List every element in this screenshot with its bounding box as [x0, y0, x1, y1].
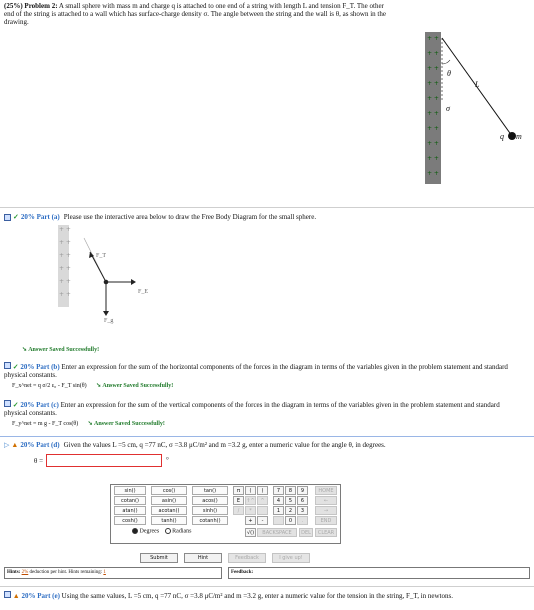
part-d-text: Given the values L =5 cm, q =77 nC, σ =3.8 μC/m² and m =3.2 g, enter a numeric value for the angle θ, in degrees.: [63, 441, 386, 449]
acotan-button[interactable]: acotan(): [151, 506, 187, 515]
part-a-saved: ➘ Answer Saved Successfully!: [22, 347, 100, 353]
key-4[interactable]: 4: [273, 496, 284, 505]
check-icon: ✓: [12, 401, 19, 409]
key-5[interactable]: 5: [285, 496, 296, 505]
hint-button[interactable]: Hint: [184, 553, 222, 563]
plus-sign: + +: [427, 50, 439, 57]
plus-sign: + +: [427, 95, 439, 102]
asin-button[interactable]: asin(): [151, 496, 187, 505]
play-icon: ▷: [4, 441, 10, 449]
sigma-label: σ: [446, 104, 450, 113]
weight-arrowhead: [103, 311, 109, 316]
part-b-answer: F_x^net = q σ/2 ε₀ - F_T sin(θ): [12, 383, 87, 389]
theta-input-label: θ =: [34, 457, 44, 465]
part-b: [4, 362, 514, 379]
plus-sign: + +: [427, 140, 439, 147]
plus-sign: + +: [427, 155, 439, 162]
radians-radio[interactable]: [165, 528, 171, 534]
sphere: [508, 132, 516, 140]
key-left[interactable]: ←: [315, 496, 337, 505]
checkbox-icon[interactable]: [4, 362, 11, 369]
part-a-header: [4, 211, 534, 223]
key-minus[interactable]: -: [257, 516, 268, 525]
key-up-caret[interactable]: ↑^: [246, 498, 255, 504]
part-c: [4, 400, 514, 417]
part-b-text: Enter an expression for the sum of the horizontal components of the forces in the diagram in terms of the variables given in the problem statement and standard physical constants.: [4, 363, 508, 379]
saved-arrow-icon: ➘: [22, 347, 29, 353]
key-8[interactable]: 8: [285, 486, 296, 495]
hints-box: Hints: 2% deduction per hint. Hints remaining: 1: [4, 567, 222, 579]
plus-sign: + +: [427, 170, 439, 177]
degrees-radio[interactable]: [132, 528, 138, 534]
hint-percent: 2%: [21, 570, 29, 575]
part-d-label: 20% Part (d): [20, 441, 60, 449]
part-c-answer-row: F_y^net = m g - F_T cos(θ) ➘ Answer Saved Successfully!: [12, 421, 165, 427]
key-3[interactable]: 3: [297, 506, 308, 515]
string-diagram: [420, 30, 530, 190]
key-clear[interactable]: CLEAR: [315, 528, 337, 537]
submit-button[interactable]: Submit: [140, 553, 178, 563]
plus-sign: + +: [427, 110, 439, 117]
plus-sign: + +: [59, 239, 71, 246]
part-a-text: Please use the interactive area below to draw the Free Body Diagram for the small sphere.: [63, 213, 317, 221]
divider: [0, 436, 534, 437]
cotan-button[interactable]: cotan(): [114, 496, 146, 505]
warning-icon: ▲: [11, 441, 19, 449]
plus-sign: + +: [427, 125, 439, 132]
warning-icon: ▲: [12, 592, 20, 600]
part-c-answer: F_y^net = m g - F_T cos(θ): [12, 421, 79, 427]
mass-label: m: [516, 132, 522, 141]
tan-button[interactable]: tan(): [192, 486, 228, 495]
angle-arc: [442, 60, 450, 64]
key-7[interactable]: 7: [273, 486, 284, 495]
part-d-header: [4, 439, 534, 451]
electric-arrowhead: [131, 279, 136, 285]
fbd-tension-label: F_T: [96, 253, 107, 259]
check-icon: ✓: [13, 213, 19, 221]
key-del[interactable]: DEL: [299, 528, 313, 537]
key-sqrt[interactable]: √(): [246, 530, 255, 536]
problem-statement: [4, 2, 394, 26]
part-a-label: 20% Part (a): [20, 213, 60, 221]
cos-button[interactable]: cos(): [151, 486, 187, 495]
problem-title: (25%) Problem 2:: [4, 2, 58, 10]
angle-mode: [132, 528, 192, 534]
plus-sign: + +: [427, 80, 439, 87]
divider: [0, 207, 534, 208]
feedback-button[interactable]: Feedback: [228, 553, 266, 563]
theta-input[interactable]: [46, 454, 162, 467]
degrees-label: Degrees: [139, 528, 160, 535]
key-open-paren[interactable]: (: [245, 486, 256, 495]
length-label: L: [475, 80, 480, 89]
key-dot[interactable]: .: [297, 516, 308, 525]
plus-sign: + +: [59, 291, 71, 298]
part-e-text: Using the same values, L =5 cm, q =77 nC, σ =3.8 μC/m² and m =3.2 g, enter a numeric value for the tension in the string, F_T, in newtons.: [61, 592, 453, 600]
key-caret[interactable]: ^: [257, 496, 268, 505]
plus-sign: + +: [59, 226, 71, 233]
key-6[interactable]: 6: [297, 496, 308, 505]
part-b-label: 20% Part (b): [20, 363, 60, 371]
give-up-button[interactable]: I give up!: [272, 553, 310, 563]
cotanh-button[interactable]: cotanh(): [192, 516, 228, 525]
key-blank[interactable]: [273, 516, 284, 525]
sin-button[interactable]: sin(): [114, 486, 146, 495]
plus-sign: + +: [59, 278, 71, 285]
atan-button[interactable]: atan(): [114, 506, 146, 515]
key-pi[interactable]: π: [233, 486, 244, 495]
key-e[interactable]: E: [233, 496, 244, 505]
key-2[interactable]: 2: [285, 506, 296, 515]
key-0[interactable]: 0: [285, 516, 296, 525]
tanh-button[interactable]: tanh(): [151, 516, 187, 525]
key-divide[interactable]: /: [233, 506, 244, 515]
checkbox-icon[interactable]: [4, 591, 11, 598]
key-end[interactable]: END: [315, 516, 337, 525]
key-plus[interactable]: +: [245, 516, 256, 525]
acos-button[interactable]: acos(): [192, 496, 228, 505]
key-home[interactable]: HOME: [315, 486, 337, 495]
charge-label: q: [500, 132, 504, 141]
hints-remaining: 1: [103, 570, 106, 575]
part-b-answer-row: F_x^net = q σ/2 ε₀ - F_T sin(θ) ➘ Answer Saved Successfully!: [12, 383, 174, 389]
part-c-label: 20% Part (c): [20, 401, 59, 409]
plus-sign: + +: [59, 265, 71, 272]
plus-sign: + +: [59, 252, 71, 259]
key-blank[interactable]: [257, 506, 268, 515]
sinh-button[interactable]: sinh(): [192, 506, 228, 515]
key-multiply[interactable]: *: [245, 506, 256, 515]
plus-sign: + +: [427, 65, 439, 72]
divider: [0, 586, 534, 587]
fbd-electric-label: F_E: [138, 289, 149, 295]
saved-arrow-icon: ➘: [96, 383, 103, 389]
fbd-weight-label: F_g: [104, 318, 114, 324]
key-9[interactable]: 9: [297, 486, 308, 495]
checkbox-icon[interactable]: [4, 214, 11, 221]
cosh-button[interactable]: cosh(): [114, 516, 146, 525]
fbd-canvas[interactable]: [70, 230, 170, 330]
part-e-label: 20% Part (e): [21, 592, 60, 600]
problem-text: A small sphere with mass m and charge q is attached to one end of a string with length L and tension F_T. The other end of the string is attached to a wall which has surface-charge density σ. The angle between the string and the wall is θ, as shown in the drawing.: [4, 2, 386, 26]
feedback-box: Feedback:: [228, 567, 530, 579]
part-e: [4, 591, 524, 600]
radians-label: Radians: [172, 528, 192, 535]
degree-unit: °: [166, 456, 169, 464]
checkbox-icon[interactable]: [4, 400, 11, 407]
key-close-paren[interactable]: ): [257, 486, 268, 495]
key-right[interactable]: →: [315, 506, 337, 515]
saved-arrow-icon: ➘: [87, 421, 94, 427]
key-backspace[interactable]: BACKSPACE: [257, 528, 297, 537]
part-c-text: Enter an expression for the sum of the vertical components of the forces in the diagram in terms of the variables given in the problem statement and standard physical constants.: [4, 401, 500, 417]
plus-sign: + +: [427, 35, 439, 42]
check-icon: ✓: [12, 363, 19, 371]
key-1[interactable]: 1: [273, 506, 284, 515]
fbd-sphere: [104, 280, 109, 285]
theta-label: θ: [447, 69, 451, 78]
